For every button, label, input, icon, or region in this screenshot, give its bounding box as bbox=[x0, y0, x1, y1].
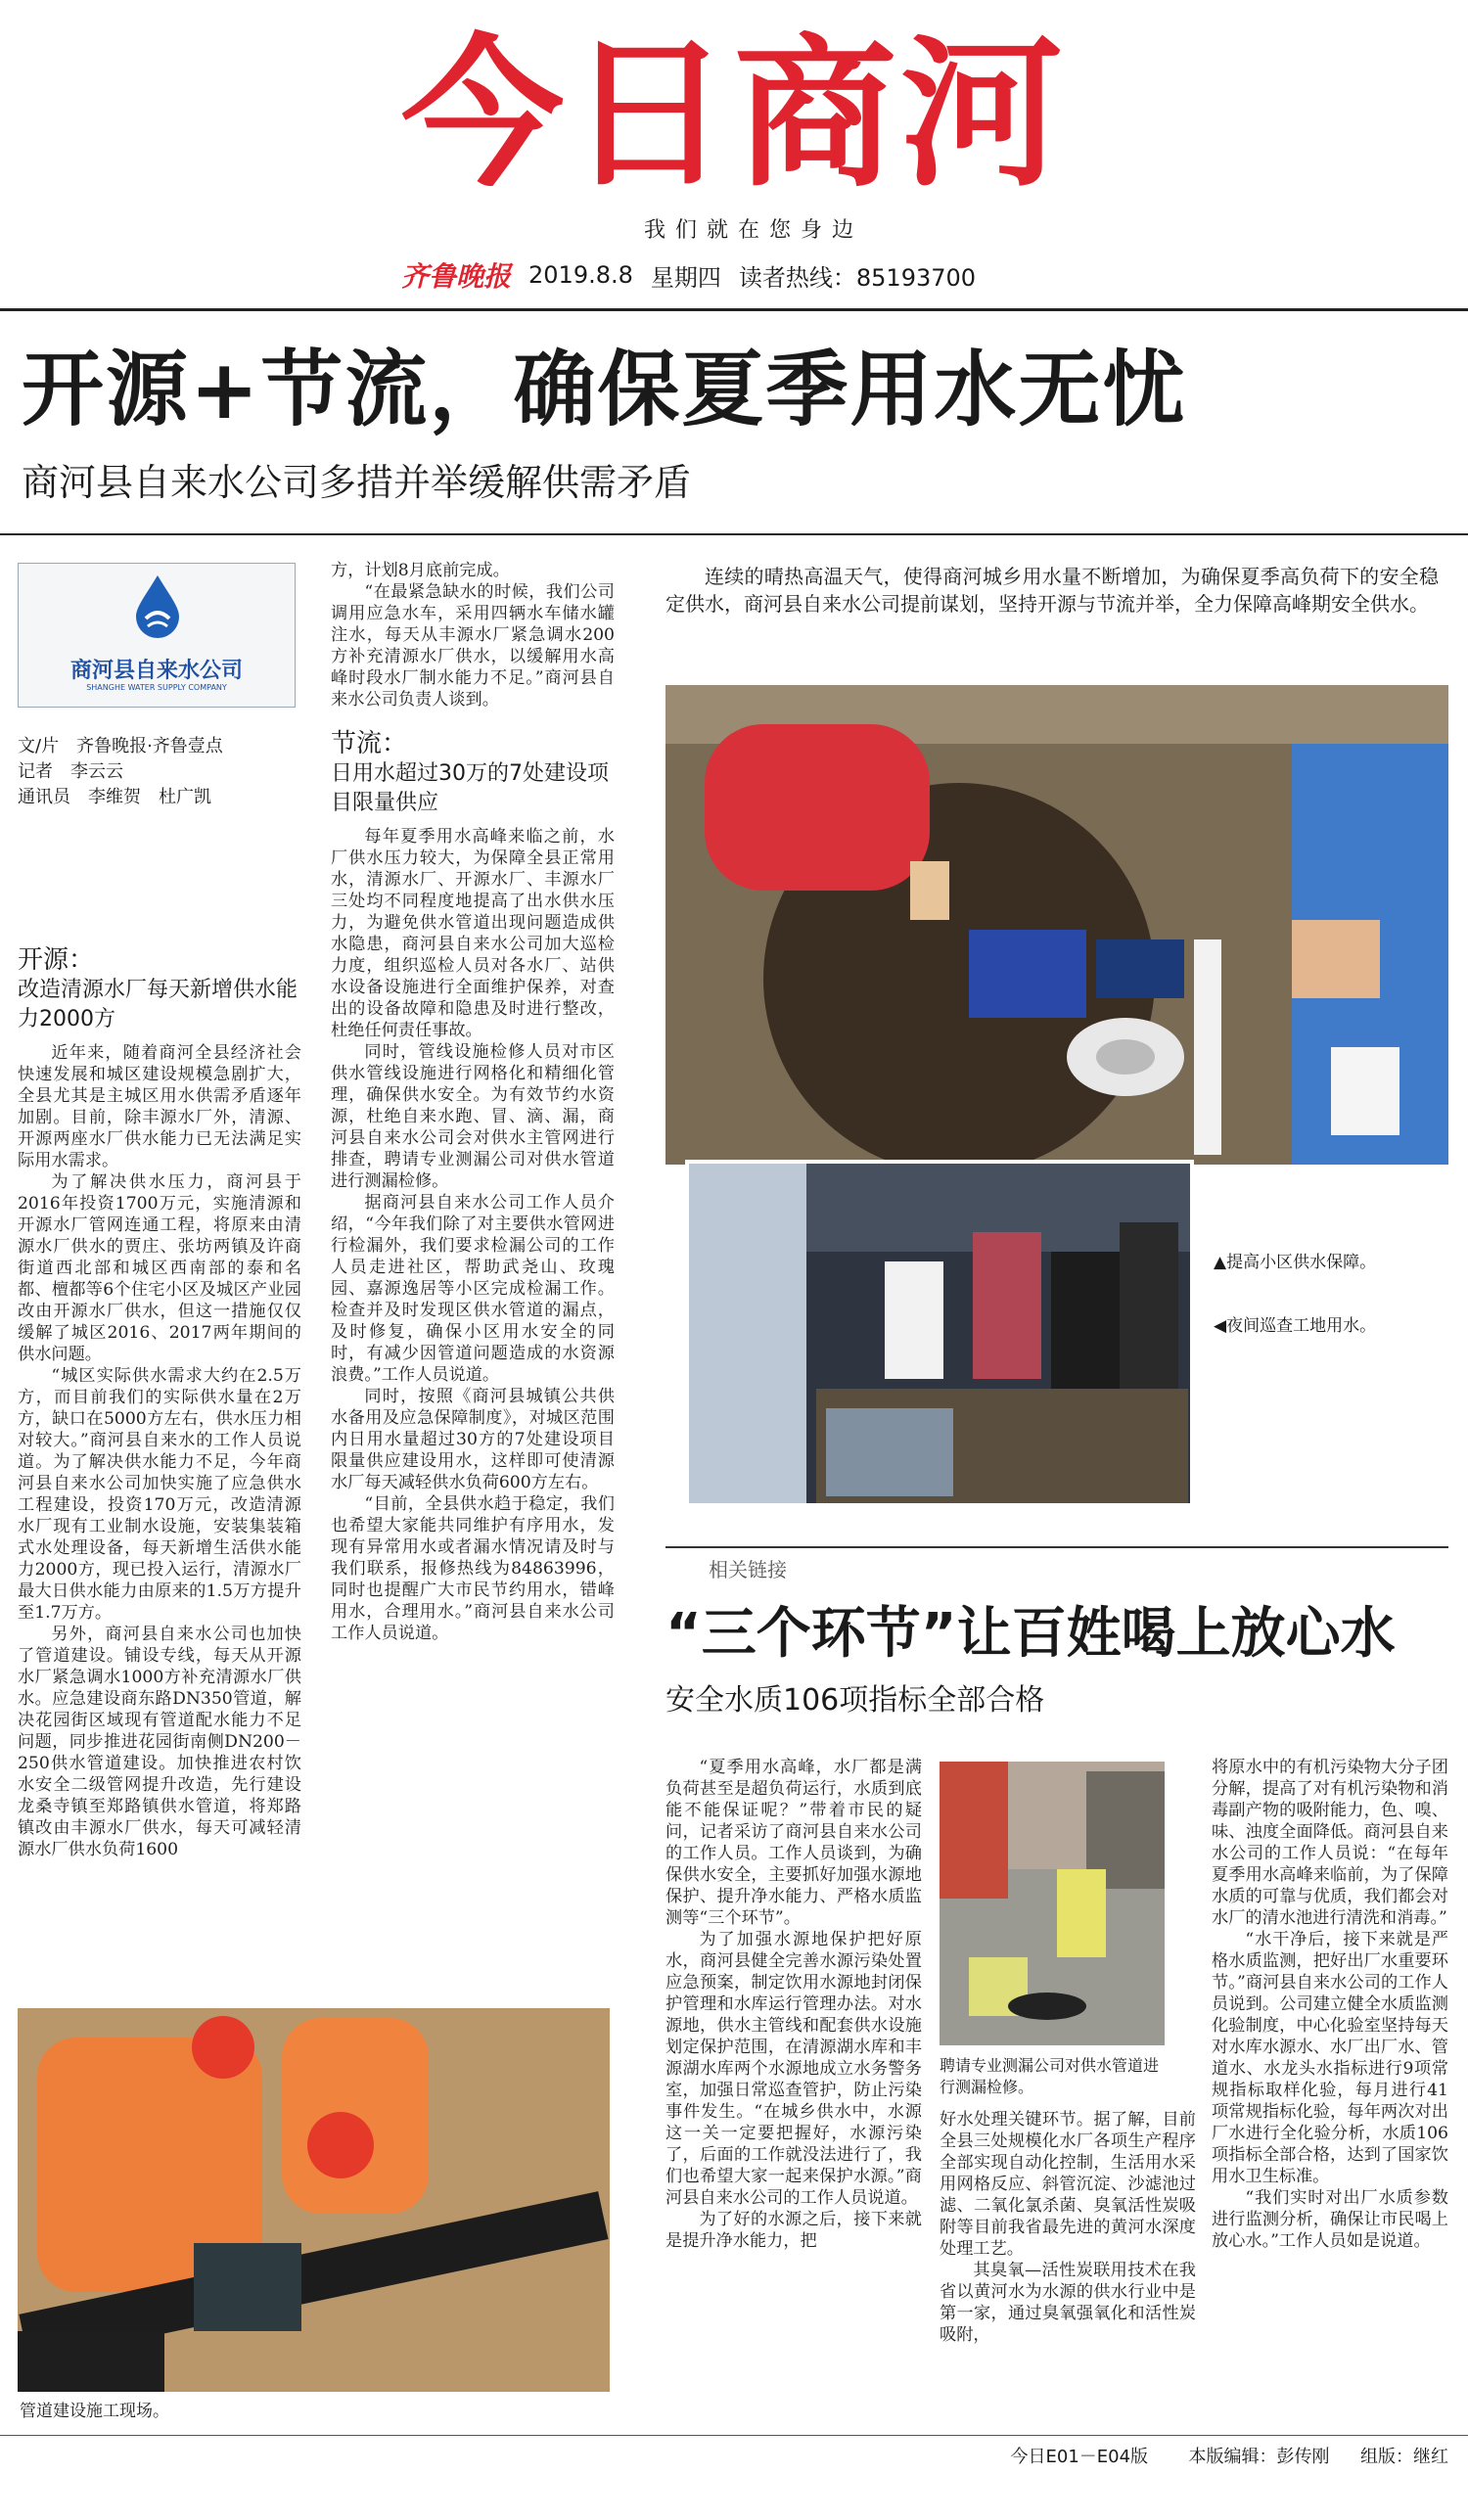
paragraph: 为了加强水源地保护把好原水，商河县健全完善水源污染处置应急预案，制定饮用水源地封闭保护管理和水库运行管理办法。对水源地，供水主管线和配套供水设施划定保护范围，在清源湖水库和丰源湖水库两个水源地成立水务警务室，加强日常巡查管护，防止污染事件发生。“在城乡供水中，水源这一关一定要把握好，水源污染了，后面的工作就没法进行了，我们也希望大家一起来保护水源。”商河县自来水公司的工作人员说道。 bbox=[665, 1930, 922, 2208]
reader-hotline: 读者热线：85193700 bbox=[738, 263, 977, 292]
article-body bbox=[1212, 1757, 1448, 2252]
paragraph: 为了解决供水压力，商河县于2016年投资1700万元，实施清源和开源水厂管网连通工程，将原来由清源水厂供水的贾庄、张坊两镇及许商街道西北部和城区西南部的泰和名都、檀都等6个住宅小区及城区产业园改由开源水厂供水，但这一措施仅仅缓解了城区2016、2017两年期间的供水问题。 bbox=[18, 1172, 301, 1364]
related-link-tag: 相关链接 bbox=[709, 1558, 787, 1581]
footer-editor: 本版编辑：彭传刚 bbox=[1188, 2447, 1330, 2467]
byline-line: 文/片 齐鲁晚报·齐鲁壹点 bbox=[18, 736, 223, 756]
photo-leak-detection bbox=[940, 1762, 1165, 2045]
dateline bbox=[401, 258, 1086, 292]
brand-logo: 齐鲁晚报 bbox=[401, 260, 512, 293]
article-body bbox=[665, 1757, 922, 2252]
divider bbox=[0, 308, 1468, 311]
section-tag: 节流： bbox=[331, 729, 408, 758]
section-heading-jieliu bbox=[331, 728, 615, 818]
caption-leak-photo: 聘请专业测漏公司对供水管道进行测漏检修。 bbox=[940, 2056, 1160, 2096]
photo-pipe-construction bbox=[18, 2008, 610, 2392]
byline-line: 通讯员 李维贺 杜广凯 bbox=[18, 787, 211, 807]
byline-line: 记者 李云云 bbox=[18, 761, 123, 782]
article-body bbox=[940, 2109, 1196, 2346]
logo-name: 商河县自来水公司 bbox=[69, 659, 243, 683]
byline bbox=[18, 734, 301, 810]
paragraph: 为了好的水源之后，接下来就是提升净水能力，把 bbox=[665, 2210, 922, 2251]
logo-english: SHANGHE WATER SUPPLY COMPANY bbox=[86, 683, 227, 692]
section-title: 改造清源水厂每天新增供水能力2000方 bbox=[18, 978, 298, 1031]
article-body bbox=[331, 826, 615, 1644]
paragraph: 每年夏季用水高峰来临之前，水厂供水压力较大，为保障全县正常用水，清源水厂、开源水厂、丰源水厂三处均不同程度地提高了出水供水压力，为避免供水管道出现问题造成供水隐患，商河县自来水公司加大巡检力度，组织巡检人员对各水厂、站供水设备设施进行全面维护保养，对查出的设备故障和隐患及时进行整改，杜绝任何责任事故。 bbox=[331, 827, 615, 1040]
caption-night-photo: ◀夜间巡查工地用水。 bbox=[1214, 1316, 1377, 1336]
footer-pages: 今日E01－E04版 bbox=[1010, 2447, 1149, 2467]
paragraph: 同时，按照《商河县城镇公共供水备用及应急保障制度》，对城区范围内日用水量超过30方的7处建设项目限量供应建设用水，这样即可使清源水厂每天减轻供水负荷600方左右。 bbox=[331, 1387, 615, 1492]
article-column-1 bbox=[18, 944, 301, 1860]
paragraph: “城区实际供水需求大约在2.5万方，而目前我们的实际供水量在2万方，缺口在5000方左右，供水压力相对较大。”商河县自来水的工作人员说道。为了解决供水能力不足，今年商河县自来水公司加快实施了应急供水工程建设，投资170万元，改造清源水厂现有工业制水设施，安装集装箱式水处理设备，每天新增生活供水能力2000方，现已投入运行，清源水厂最大日供水能力由原来的1.5万方提升至1.7万方。 bbox=[18, 1366, 301, 1623]
paragraph: 其臭氧—活性炭联用技术在我省以黄河水为水源的供水行业中是第一家，通过臭氧强氧化和活性炭吸附， bbox=[940, 2261, 1196, 2345]
article-body bbox=[18, 1042, 301, 1860]
paragraph: “水干净后，接下来就是严格水质监测，把好出厂水重要环节。”商河县自来水公司的工作人员说到。公司建立健全水质监测化验制度，中心化验室坚持每天对水库水源水、水厂出厂水、管道水、水龙头水指标进行9项常规指标取样化验，每月进行41项常规指标化验，每年两次对出厂水进行全化验分析，水质106项指标全部合格，达到了国家饮用水卫生标准。 bbox=[1212, 1930, 1448, 2186]
paragraph: 近年来，随着商河全县经济社会快速发展和城区建设规模急剧扩大，全县尤其是主城区用水供需矛盾逐年加剧。目前，除丰源水厂外，清源、开源两座水厂供水能力已无法满足实际用水需求。 bbox=[18, 1043, 301, 1170]
paragraph: 同时，管线设施检修人员对市区供水管线设施进行网格化和精细化管理，确保供水安全。为有效节约水资源，杜绝自来水跑、冒、滴、漏，商河县自来水公司会对供水主管网进行排查，聘请专业测漏公司对供水管道进行测漏检修。 bbox=[331, 1042, 615, 1191]
divider bbox=[0, 2435, 1468, 2436]
paragraph: 另外，商河县自来水公司也加快了管道建设。铺设专线，每天从开源水厂紧急调水1000方补充清源水厂供水。应急建设商东路DN350管道，解决花园街区域现有管道配水能力不足问题，同步推进花园街南侧DN200－250供水管道建设。加快推进农村饮水安全二级管网提升改造，先行建设龙桑寺镇至郑路镇供水管道，将郑路镇改由丰源水厂供水，每天可减轻清源水厂供水负荷1600 bbox=[18, 1625, 301, 1859]
paragraph: 据商河县自来水公司工作人员介绍，“今年我们除了对主要供水管网进行检漏外，我们要求检漏公司的工作人员走进社区，帮助武尧山、玫瑰园、嘉源逸居等小区完成检漏工作。检查并及时发现区供水管道的漏点，及时修复，确保小区用水安全的同时，有减少因管道问题造成的水资源浪费。”工作人员说道。 bbox=[331, 1193, 615, 1385]
article-column-4 bbox=[940, 2109, 1196, 2346]
footer-layout: 组版：继红 bbox=[1360, 2447, 1448, 2467]
company-logo bbox=[18, 563, 296, 708]
photo-workers-at-well bbox=[665, 685, 1448, 1165]
section-heading-kaiyuan bbox=[18, 944, 301, 1034]
page-footer bbox=[0, 2443, 1448, 2468]
section-title: 日用水超过30万的7处建设项目限量供应 bbox=[331, 761, 609, 815]
water-drop-icon bbox=[128, 573, 187, 638]
paragraph: 将原水中的有机污染物大分子团分解，提高了对有机污染物和消毒副产物的吸附能力，色、嗅、味、浊度全面降低。商河县自来水公司的工作人员说：“在每年夏季用水高峰来临前，为了保障水质的可靠与优质，我们都会对水厂的清水池进行清洗和消毒。” bbox=[1212, 1758, 1448, 1928]
photo-night-inspection bbox=[685, 1160, 1194, 1507]
divider bbox=[665, 1546, 1448, 1548]
caption-main-photo: ▲提高小区供水保障。 bbox=[1214, 1253, 1377, 1272]
masthead-slogan: 我们就在您身边 bbox=[643, 218, 863, 243]
paragraph: 方，计划8月底前完成。 bbox=[331, 561, 510, 580]
article-column-5 bbox=[1212, 1757, 1448, 2252]
main-subheadline: 商河县自来水公司多措并举缓解供需矛盾 bbox=[22, 461, 692, 504]
paragraph: “我们实时对出厂水质参数进行监测分析，确保让市民喝上放心水。”工作人员如是说道。 bbox=[1212, 2188, 1448, 2251]
lead-paragraph: 连续的晴热高温天气，使得商河城乡用水量不断增加，为确保夏季高负荷下的安全稳定供水，商河县自来水公司提前谋划，坚持开源与节流并举，全力保障高峰期安全供水。 bbox=[665, 565, 1439, 616]
paragraph: “夏季用水高峰，水厂都是满负荷甚至是超负荷运行，水质到底能不能保证呢？”带着市民的疑问，记者采访了商河县自来水公司的工作人员。工作人员谈到，为确保供水安全，主要抓好加强水源地保护、提升净水能力、严格水质监测等“三个环节”。 bbox=[665, 1758, 922, 1928]
paragraph: 好水处理关键环节。据了解，目前全县三处规模化水厂各项生产程序全部实现自动化控制，生活用水采用网格反应、斜管沉淀、沙滤池过滤、二氧化氯杀菌、臭氧活性炭吸附等目前我省最先进的黄河水深度处理工艺。 bbox=[940, 2110, 1196, 2259]
article-body bbox=[331, 560, 615, 710]
issue-weekday: 星期四 bbox=[650, 263, 721, 292]
related-subheadline: 安全水质106项指标全部合格 bbox=[665, 1683, 1045, 1718]
paragraph: “在最紧急缺水的时候，我们公司调用应急水车，采用四辆水车储水罐注水，每天从丰源水厂紧急调水200方补充清源水厂供水，以缓解用水高峰时段水厂制水能力不足。”商河县自来水公司负责人谈到。 bbox=[331, 582, 615, 710]
issue-date: 2019.8.8 bbox=[528, 261, 633, 289]
section-tag: 开源： bbox=[18, 945, 95, 975]
paragraph: “目前，全县供水趋于稳定，我们也希望大家能共同维护有序用水，发现有异常用水或者漏水情况请及时与我们联系，报修热线为84863996，同时也提醒广大市民节约用水，错峰用水，合理用水。”商河县自来水公司工作人员说道。 bbox=[331, 1494, 615, 1643]
main-headline: 开源+节流，确保夏季用水无忧 bbox=[22, 342, 1187, 437]
article-column-2 bbox=[331, 560, 615, 1644]
related-headline: “三个环节”让百姓喝上放心水 bbox=[665, 1602, 1396, 1666]
masthead-title: 今日商河 bbox=[401, 21, 1067, 209]
caption-pipe-photo: 管道建设施工现场。 bbox=[20, 2402, 169, 2421]
article-column-3 bbox=[665, 1757, 922, 2252]
divider bbox=[0, 533, 1468, 535]
